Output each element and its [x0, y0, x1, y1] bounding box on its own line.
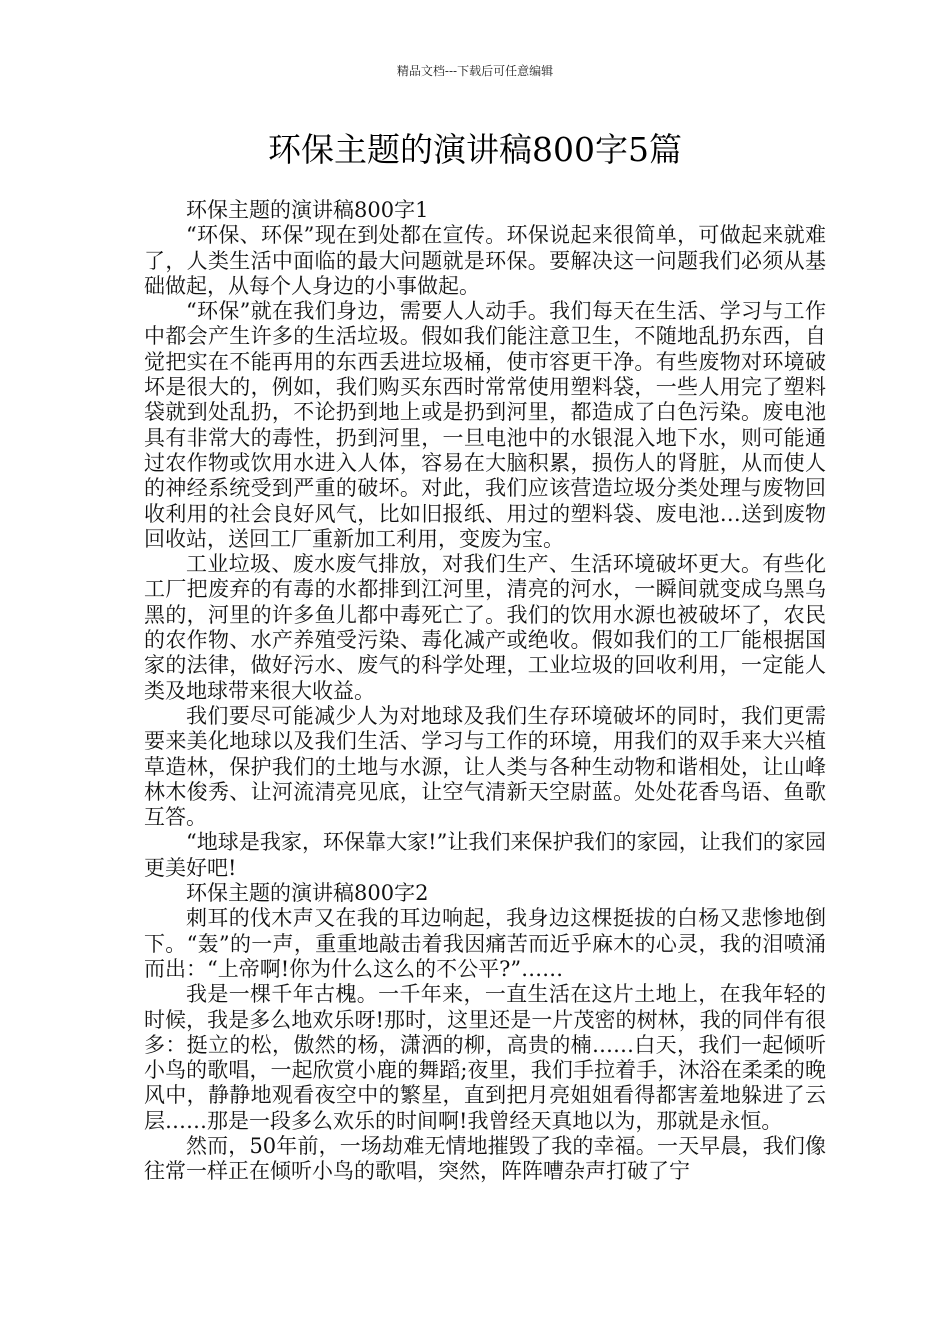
section-heading-1: 环保主题的演讲稿800字1 [186, 198, 429, 222]
paragraph: 刺耳的伐木声又在我的耳边响起，我身边这棵挺拔的白杨又悲惨地倒下。“轰”的一声，重重地敲击着我因痛苦而近乎麻木的心灵，我的泪喷涌而出：“上帝啊!你为什么这么的不公平?”…… [144, 906, 826, 981]
paragraph: “环保”就在我们身边，需要人人动手。我们每天在生活、学习与工作中都会产生许多的生活垃圾。假如我们能注意卫生，不随地乱扔东西，自觉把实在不能再用的东西丢进垃圾桶，使市容更干净。有些废物对环境破坏是很大的，例如，我们购买东西时常常使用塑料袋，一些人用完了塑料袋就到处乱扔，不论扔到地上或是扔到河里，都造成了白色污染。废电池具有非常大的毒性，扔到河里，一旦电池中的水银混入地下水，则可能通过农作物或饮用水进入人体，容易在大脑积累，损伤人的肾脏，从而使人的神经系统受到严重的破坏。对此，我们应该营造垃圾分类处理与废物回收利用的社会良好风气，比如旧报纸、用过的塑料袋、废电池…送到废物回收站，送回工厂重新加工利用，变废为宝。 [144, 299, 826, 551]
page-header: 精品文档---下载后可任意编辑 [396, 64, 554, 78]
paragraph: “地球是我家，环保靠大家!”让我们来保护我们的家园，让我们的家园更美好吧! [144, 830, 826, 880]
paragraph: “环保、环保”现在到处都在宣传。环保说起来很简单，可做起来就难了，人类生活中面临的最大问题就是环保。要解决这一问题我们必须从基础做起，从每个人身边的小事做起。 [144, 223, 826, 298]
paragraph: 我是一棵千年古槐。一千年来，一直生活在这片土地上，在我年轻的时候，我是多么地欢乐呀!那时，这里还是一片茂密的树林，我的同伴有很多：挺立的松，傲然的杨，潇洒的柳，高贵的楠……白天，我们一起倾听小鸟的歌唱，一起欣赏小鹿的舞蹈;夜里，我们手拉着手，沐浴在柔柔的晚风中，静静地观看夜空中的繁星，直到把月亮姐姐看得都害羞地躲进了云层……那是一段多么欢乐的时间啊!我曾经天真地以为，那就是永恒。 [144, 982, 826, 1133]
section-heading-2: 环保主题的演讲稿800字2 [186, 881, 429, 906]
paragraph: 我们要尽可能减少人为对地球及我们生存环境破坏的同时，我们更需要来美化地球以及我们生活、学习与工作的环境，用我们的双手来大兴植草造林，保护我们的土地与水源，让人类与各种生动物和谐相处，让山峰林木俊秀、让河流清亮见底，让空气清新天空尉蓝。处处花香鸟语、鱼歌互答。 [144, 703, 826, 830]
document-title: 环保主题的演讲稿800字5篇 [268, 130, 682, 169]
paragraph: 工业垃圾、废水废气排放，对我们生产、生活环境破坏更大。有些化工厂把废弃的有毒的水都排到江河里，清亮的河水，一瞬间就变成乌黑乌黑的，河里的许多鱼儿都中毒死亡了。我们的饮用水源也被破坏了，农民的农作物、水产养殖受污染、毒化减产或绝收。假如我们的工厂能根据国家的法律，做好污水、废气的科学处理，工业垃圾的回收利用，一定能人类及地球带来很大收益。 [144, 552, 826, 703]
paragraph: 然而，50年前，一场劫难无情地摧毁了我的幸福。一天早晨，我们像往常一样正在倾听小鸟的歌唱，突然，阵阵嘈杂声打破了宁 [144, 1133, 826, 1184]
document-body [144, 198, 826, 1185]
